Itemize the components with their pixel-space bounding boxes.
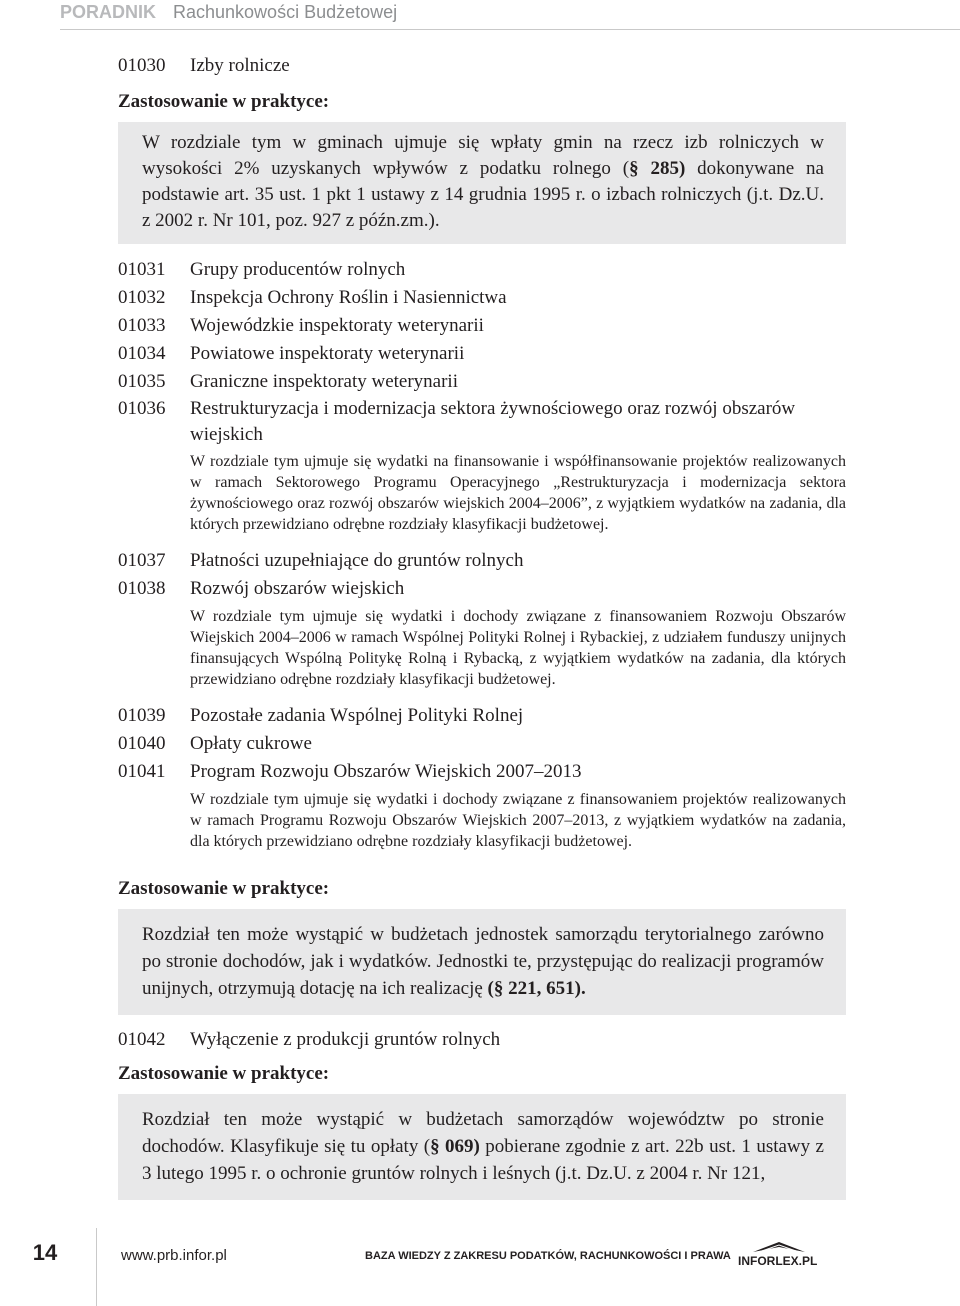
entry-note: W rozdziale tym ujmuje się wydatki i dochody związane z finansowaniem projektów realizowanych w ramach Programu Rozwoju Obszarów Wiejskich 2007–2013, z wyjątkiem wydatków na zadania, dla których przewidziano odrębne rozdziały klasyfikacji budżetowej.: [190, 791, 846, 850]
entry-code: 01041: [118, 761, 166, 782]
practice-text: dokonywane na podstawie art. 35 ust. 1 pkt 1 ustawy z 14 grudnia 1995 r. o izbach rolniczych (j.t. Dz.U. z 2002 r. Nr 101, poz. 927 z późn.zm.).: [142, 158, 824, 231]
practice-box: [118, 122, 846, 244]
practice-label: Zastosowanie w praktyce:: [118, 1063, 330, 1084]
entry-name: Izby rolnicze: [190, 55, 290, 76]
practice-box: [118, 1094, 846, 1200]
entry-code: 01034: [118, 343, 166, 364]
entry-name: Inspekcja Ochrony Roślin i Nasiennictwa: [190, 287, 507, 308]
page-footer: [0, 1228, 960, 1306]
entry-code: 01033: [118, 315, 166, 336]
footer-website-link[interactable]: www.prb.infor.pl: [121, 1247, 227, 1264]
entry-name: Wojewódzkie inspektoraty weterynarii: [190, 315, 484, 336]
paragraph-ref: § 069): [430, 1136, 480, 1157]
practice-text: W rozdziale tym w gminach ujmuje się wpłaty gmin na rzecz izb rolniczych w wysokości 2% uzyskanych wpływów z podatku rolnego (: [142, 132, 824, 179]
footer-divider: [96, 1228, 97, 1306]
classification-entry: [118, 1026, 846, 1054]
page-content: [118, 52, 846, 1200]
entry-name: Grupy producentów rolnych: [190, 259, 406, 280]
classification-entry: [118, 730, 846, 758]
classification-entry: [118, 702, 846, 730]
running-header: [0, 0, 960, 28]
classification-entry: [118, 52, 846, 80]
inforlex-logo: [735, 1238, 821, 1272]
entry-code: 01031: [118, 259, 166, 280]
book-icon: [751, 1238, 807, 1254]
entry-code: 01030: [118, 55, 166, 76]
entry-name: Opłaty cukrowe: [190, 733, 312, 754]
classification-entry: [118, 547, 846, 575]
classification-entry: [118, 256, 846, 284]
entry-name: Rozwój obszarów wiejskich: [190, 578, 405, 599]
entry-code: 01038: [118, 578, 166, 599]
classification-entry: [118, 758, 846, 786]
practice-text: Rozdział ten może wystąpić w budżetach samorządów województw po stronie dochodów. Klasyfikuje się tu opłaty (: [142, 1109, 824, 1157]
entry-name: Wyłączenie z produkcji gruntów rolnych: [190, 1029, 501, 1050]
paragraph-ref: (§ 221, 651).: [487, 978, 586, 999]
entry-note: W rozdziale tym ujmuje się wydatki i dochody związane z finansowaniem Rozwoju Obszarów Wiejskich 2004–2006 w ramach Wspólnej Polityki Rolnej i Rybackiej, z udziałem funduszy unijnych finansujących Wspólną Politykę Rolną i Rybacką, z wyjątkiem wydatków na zadania, dla których przewidziano odrębne rozdziały klasyfikacji budżetowej.: [190, 608, 846, 688]
classification-entry: [118, 368, 846, 396]
practice-text: Rozdział ten może wystąpić w budżetach jednostek samorządu terytorialnego zarówno po stronie dochodów, jak i wydatków. Jednostki te, przystępując do realizacji programów unijnych, otrzymują dotację na ich realizację: [142, 924, 824, 999]
entry-code: 01032: [118, 287, 166, 308]
entry-name: Płatności uzupełniające do gruntów rolnych: [190, 550, 524, 571]
classification-entry: [118, 284, 846, 312]
entry-code: 01036: [118, 398, 166, 419]
logo-text: INFORLEX.PL: [738, 1254, 818, 1268]
classification-entry: [118, 575, 846, 603]
entry-note: W rozdziale tym ujmuje się wydatki na finansowanie i współfinansowanie projektów realizowanych w ramach Sektorowego Programu Operacyjnego „Restrukturyzacja i modernizacja sektora żywnościowego oraz rozwój obszarów wiejskich 2004–2006”, z wyjątkiem wydatków na zadania, dla których przewidziano odrębne rozdziały klasyfikacji budżetowej.: [190, 453, 846, 533]
practice-text: pobierane zgodnie z art. 22b ust. 1 ustawy z 3 lutego 1995 r. o ochronie gruntów rolnych i leśnych (j.t. Dz.U. z 2004 r. Nr 121,: [142, 1136, 824, 1184]
page-number: 14: [32, 1240, 58, 1265]
entry-code: 01042: [118, 1029, 166, 1050]
header-title: Rachunkowości Budżetowej: [173, 2, 398, 22]
classification-entry: [118, 312, 846, 340]
entry-name: Powiatowe inspektoraty weterynarii: [190, 343, 465, 364]
header-brand: PORADNIK: [60, 2, 157, 22]
footer-slogan: BAZA WIEDZY Z ZAKRESU PODATKÓW, RACHUNKOWOŚCI I PRAWA: [365, 1250, 731, 1262]
entry-name: Restrukturyzacja i modernizacja sektora żywnościowego oraz rozwój obszarów wiejskich: [190, 398, 796, 445]
entry-code: 01035: [118, 371, 166, 392]
practice-label: Zastosowanie w praktyce:: [118, 91, 330, 112]
entry-code: 01039: [118, 705, 166, 726]
entry-code: 01037: [118, 550, 166, 571]
entry-code: 01040: [118, 733, 166, 754]
entry-name: Pozostałe zadania Wspólnej Polityki Rolnej: [190, 705, 524, 726]
classification-entry: [118, 396, 846, 448]
practice-label: Zastosowanie w praktyce:: [118, 878, 330, 899]
practice-box: [118, 909, 846, 1015]
classification-entry: [118, 340, 846, 368]
paragraph-ref: § 285): [629, 158, 686, 179]
entry-name: Graniczne inspektoraty weterynarii: [190, 371, 458, 392]
entry-name: Program Rozwoju Obszarów Wiejskich 2007–2013: [190, 761, 582, 782]
header-divider: [60, 29, 960, 30]
